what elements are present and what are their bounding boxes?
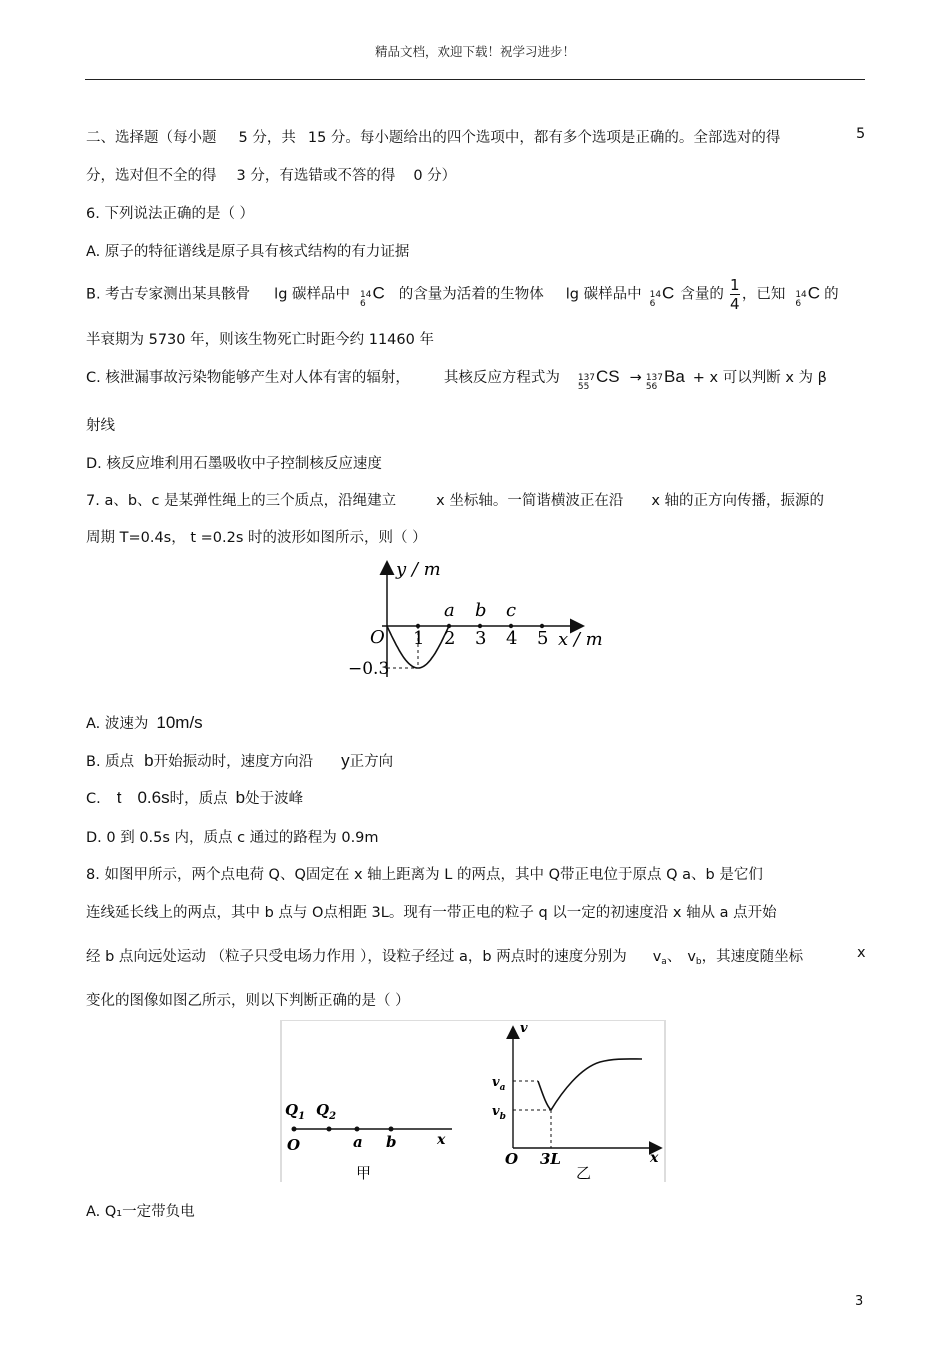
yi-v-label: v	[520, 1021, 528, 1036]
section-instruction-line-2	[86, 164, 456, 185]
q6b-text: ，已知	[741, 286, 786, 303]
origin-label: O	[370, 627, 385, 648]
velocity-a: v	[652, 949, 662, 965]
q7c-var: b	[235, 788, 246, 807]
isotope-c14: 14 6	[649, 289, 662, 309]
q8-stem-line-1: 8. 如图甲所示，两个点电荷 Q、Q固定在 x 轴上距离为 L 的两点，其中 Q带正电位于原点 Q a、b 是它们	[86, 867, 763, 883]
q7-option-a	[86, 712, 203, 735]
q7b-text: 开始振动时，速度方向沿	[153, 754, 314, 770]
q7b-text: B. 质点	[86, 754, 135, 770]
q7c-text: 处于波峰	[245, 791, 304, 807]
barium-symbol: Ba	[664, 367, 685, 386]
q7-option-c	[86, 787, 303, 810]
x-tick-label: 4	[506, 628, 518, 649]
q7b-text: 正方向	[349, 754, 394, 770]
q7-wave-graph	[340, 555, 620, 685]
page-number: 3	[855, 1294, 864, 1309]
y-axis-label: y / m	[396, 559, 441, 580]
instr-part: 0 分）	[413, 168, 457, 184]
isotope-c14: 14 6	[795, 289, 807, 309]
q8-text: ，其速度随坐标	[701, 949, 804, 965]
point-label-c: c	[506, 600, 517, 621]
fraction-one-quarter: $\frac{1}{4}$	[730, 276, 740, 313]
q8-line-3-x: x	[857, 945, 866, 961]
carbon-symbol: C	[372, 283, 385, 303]
x-axis-label: x / m	[558, 629, 603, 650]
q7-text: x 坐标轴。一简谐横波正在沿	[436, 493, 624, 509]
figure-jia	[285, 1101, 452, 1182]
q6b-text: 含量的	[680, 286, 724, 303]
page-header-banner: 精品文档，欢迎下载！祝学习进步！	[374, 44, 575, 59]
q6c-text: 其核反应方程式为	[443, 370, 560, 386]
q8-text: 经 b 点向远处运动 （粒子只受电场力作用 ），设粒子经过 a，b 两点时的速度分别为	[86, 949, 627, 965]
q7b-var: y	[341, 751, 350, 770]
velocity-b: v	[687, 949, 696, 965]
yi-caption: 乙	[576, 1164, 592, 1182]
q6-option-c-line-2: 射线	[86, 418, 115, 434]
yi-3l-label: 3L	[540, 1150, 561, 1168]
q1-label: $Q_1$	[285, 1101, 306, 1122]
y-tick-label: −0.3	[348, 659, 390, 679]
point-label-a: a	[444, 600, 455, 621]
instr-trailing-score: 5	[856, 126, 866, 142]
q6-option-c	[86, 362, 827, 393]
q6c-text: + x 可以判断 x 为 β	[692, 370, 827, 386]
isotope-cs137: 137 55	[577, 373, 596, 392]
jia-origin-label: O	[287, 1136, 301, 1154]
q8-text: 、	[666, 949, 682, 965]
q6b-text: lg 碳样品中	[565, 286, 642, 303]
q6b-text: B. 考古专家测出某具骸骨	[86, 286, 251, 303]
q8-stem-line-4: 变化的图像如图乙所示，则以下判断正确的是（ ）	[86, 993, 410, 1009]
q8-stem-line-3	[86, 945, 803, 967]
header-rule	[85, 79, 865, 80]
q8-figures	[280, 1020, 668, 1184]
x-tick-label: 3	[475, 628, 487, 649]
q8-stem-line-2: 连线延长线上的两点，其中 b 点与 O点相距 3L。现有一带正电的粒子 q 以一定的初速度沿 x 轴从 a 点开始	[86, 905, 777, 921]
q7c-text: 时，质点	[169, 791, 228, 807]
yi-va-label: $v_a$	[492, 1075, 506, 1093]
q6-option-d: D. 核反应堆利用石墨吸收中子控制核反应速度	[86, 456, 382, 472]
instr-part: 15 分。每小题给出的四个选项中，都有多个选项是正确的。全部选对的得	[307, 130, 781, 146]
q7-stem-line-1	[86, 489, 824, 510]
q6b-text: lg 碳样品中	[274, 286, 351, 303]
instr-part: 分，选对但不全的得	[86, 168, 217, 184]
charge-q1-dot	[292, 1127, 297, 1132]
x-tick-label: 2	[444, 628, 456, 649]
cesium-symbol: CS	[596, 367, 620, 386]
velocity-a-sub: a	[661, 957, 667, 967]
q7b-var: b	[144, 751, 154, 770]
yi-vb-label: $v_b$	[492, 1104, 506, 1122]
q6b-text: 的含量为活着的生物体	[398, 286, 544, 303]
x-tick-label: 1	[413, 628, 425, 649]
jia-x-label: x	[437, 1132, 446, 1148]
q7-stem-line-2: 周期 T=0.4s， t =0.2s 时的波形如图所示，则（ ）	[86, 530, 427, 546]
point-label-b: b	[475, 600, 487, 621]
point-b-dot	[389, 1127, 394, 1132]
section-instruction-line-1	[86, 126, 780, 147]
q7a-text: A. 波速为	[86, 716, 149, 732]
q8-option-a: A. Q₁一定带负电	[86, 1204, 195, 1220]
q6c-text: C. 核泄漏事故污染物能够产生对人体有害的辐射，	[86, 370, 410, 386]
isotope-c14: 14 6	[360, 289, 372, 309]
q6-option-a: A. 原子的特征谱线是原子具有核式结构的有力证据	[86, 244, 410, 260]
instr-part: 二、选择题（每小题	[86, 130, 217, 146]
q7a-value: 10m/s	[156, 713, 203, 732]
reaction-arrow: →	[629, 370, 642, 386]
velocity-curve	[538, 1059, 642, 1110]
q7-option-d: D. 0 到 0.5s 内，质点 c 通过的路程为 0.9m	[86, 830, 379, 846]
isotope-ba137: 137 56	[645, 373, 663, 392]
q6b-text: 的	[824, 286, 839, 303]
x-tick-label: 5	[537, 628, 549, 649]
jia-b-label: b	[386, 1133, 397, 1151]
carbon-symbol: C	[662, 283, 675, 303]
q6-stem: 6. 下列说法正确的是（ ）	[86, 206, 255, 222]
q7c-var: t	[116, 788, 122, 807]
point-a-dot	[355, 1127, 360, 1132]
q7-text: x 轴的正方向传播，振源的	[651, 493, 825, 509]
q7c-value: 0.6s	[137, 788, 170, 807]
q6-option-b-line-2: 半衰期为 5730 年，则该生物死亡时距今约 11460 年	[86, 332, 434, 348]
yi-origin-label: O	[505, 1150, 519, 1168]
figure-yi	[492, 1021, 660, 1182]
yi-x-label: x	[650, 1150, 659, 1166]
velocity-b-sub: b	[695, 957, 702, 967]
q7c-text: C.	[86, 791, 101, 807]
jia-caption: 甲	[356, 1164, 372, 1182]
q2-label: $Q_2$	[316, 1101, 337, 1122]
q7-option-b	[86, 750, 393, 773]
charge-q2-dot	[327, 1127, 332, 1132]
carbon-symbol: C	[807, 283, 821, 303]
instr-part: 5 分，共	[238, 130, 296, 146]
q6-option-b	[86, 276, 839, 316]
q7-text: 7. a、b、c 是某弹性绳上的三个质点，沿绳建立	[86, 493, 397, 509]
instr-part: 3 分，有选错或不答的得	[236, 168, 396, 184]
jia-a-label: a	[353, 1133, 363, 1151]
